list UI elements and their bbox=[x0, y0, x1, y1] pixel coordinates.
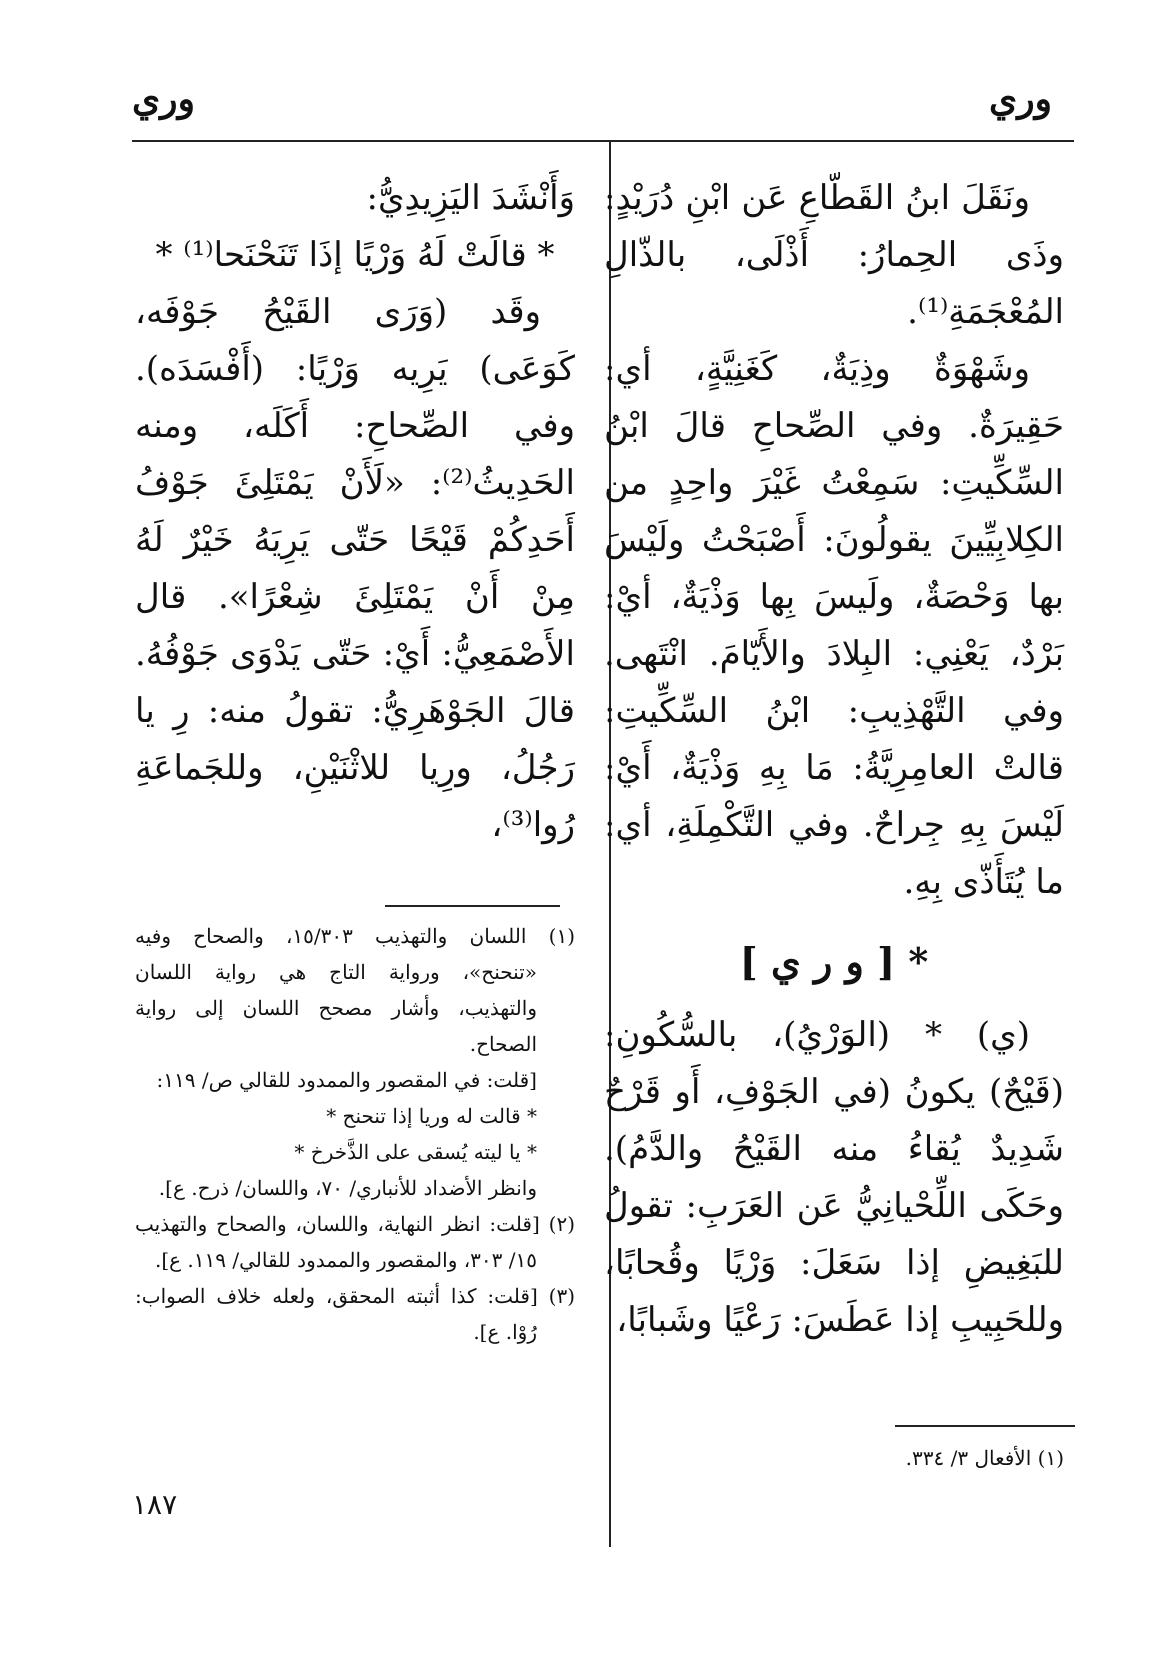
footnote-verse: * قالت له وريا إذا تنحنح * bbox=[326, 1104, 537, 1128]
paragraph: ونَقَلَ ابنُ القَطّاعِ عَن ابْنِ دُرَيْدٍ: وذَى الحِمارُ: أَذْلَى، بالذّالِ المُعْجَمَةِ⁽¹⁾. bbox=[604, 178, 1064, 332]
footnote: (١) الأفعال ٣/ ٣٣٤. bbox=[905, 1446, 1064, 1470]
footnote: (٣) [قلت: كذا أثبته المحقق، ولعله خلاف الصواب: رُوْا. ع]. bbox=[135, 1284, 575, 1344]
page-number: ١٨٧ bbox=[132, 1488, 178, 1521]
header-rule bbox=[132, 140, 1074, 142]
running-header-right: وري bbox=[989, 78, 1052, 120]
paragraph: (ي) * (الوَرْيُ)، بالسُّكُونِ: (قَيْحٌ) يكونُ (في الجَوْفِ، أَو قَرْحٌ شَدِيدٌ يُقاءُ منه القَيْحُ والدَّمُ). وحَكَى اللِّحْيانِيُّ عَن العَرَبِ: تقولُ للبَغِيضِ إذا سَعَلَ: وَرْيًا وقُحابًا، وللحَبِيبِ إذا عَطَسَ: رَعْيًا وشَبابًا، bbox=[604, 1015, 1064, 1340]
paragraph: وشَهْوَةٌ وذِيَةٌ، كَغَنِيَّةٍ، أي: حَقِيرَةٌ. وفي الصِّحاحِ قالَ ابْنُ السِّكِّيتِ: سَمِعْتُ غَيْرَ واحِدٍ من الكِلابِيِّينَ يقولُونَ: أَصْبَحْتُ ولَيْسَ بها وَحْصَةٌ، ولَيسَ بِها وَذْيَةٌ، أيْ: بَرْدٌ، يَعْنِي: البِلادَ والأَيّامَ. انْتَهى. وفي التَّهْذِيبِ: ابْنُ السِّكِّيتِ: قالتْ العامِرِيَّةُ: مَا بِهِ وَذْيَةٌ، أَيْ: لَيْسَ بِهِ جِراحٌ. وفي التَّكْمِلَةِ، أي: ما يُتَأَذّى بِهِ. bbox=[604, 349, 1064, 902]
verse-line: * قالَتْ لَهُ وَرْيًا إذَا تَنَحْنَحا⁽¹⁾ * bbox=[155, 235, 555, 275]
footnote: (٢) [قلت: انظر النهاية، واللسان، والصحاح والتهذيب ١٥/ ٣٠٣، والمقصور والممدود للقالي/ ١١٩. ع]. bbox=[135, 1212, 575, 1272]
right-column bbox=[604, 170, 1064, 1349]
running-header-left: وري bbox=[132, 78, 195, 120]
footnote-rule bbox=[895, 1425, 1075, 1427]
footnote-rule bbox=[385, 905, 560, 907]
footnote: (١) اللسان والتهذيب ١٥/٣٠٣، والصحاح وفيه «تنحنح»، ورواية التاج هي رواية اللسان والتهذيب، وأشار مصحح اللسان إلى رواية الصحاح. bbox=[135, 924, 575, 1056]
footnotes-right bbox=[624, 1440, 1064, 1476]
footnote-verse: * يا ليته يُسقى على الذَّخرخ * bbox=[294, 1140, 537, 1164]
footnote-text: وانظر الأضداد للأنباري/ ٧٠، واللسان/ ذرح. ع]. bbox=[158, 1176, 537, 1200]
entry-heading: * [ و ر ي ] bbox=[739, 939, 929, 984]
paragraph: وقَد (وَرَى القَيْحُ جَوْفَه، كَوَعَى) يَرِيه وَرْيًا: (أَفْسَدَه). وفي الصِّحاحِ: أَكَلَه، ومنه الحَدِيثُ⁽²⁾: «لَأَنْ يَمْتَلِئَ جَوْفُ أَحَدِكُمْ قَيْحًا حَتّى يَرِيَهُ خَيْرٌ لَهُ مِنْ أَنْ يَمْتَلِئَ شِعْرًا». قال الأَصْمَعِيُّ: أَيْ: حَتّى يَدْوَى جَوْفُهُ. قالَ الجَوْهَرِيُّ: تقولُ منه: رِ يا رَجُلُ، ورِيا للاثْنَيْنِ، وللجَماعَةِ رُوا⁽³⁾، bbox=[135, 292, 575, 845]
paragraph: وَأَنْشَدَ اليَزِيدِيُّ: bbox=[366, 178, 575, 218]
footnotes-left bbox=[135, 918, 575, 1350]
footnote-text: [قلت: في المقصور والممدود للقالي ص/ ١١٩: bbox=[156, 1068, 537, 1092]
left-column bbox=[135, 170, 575, 854]
